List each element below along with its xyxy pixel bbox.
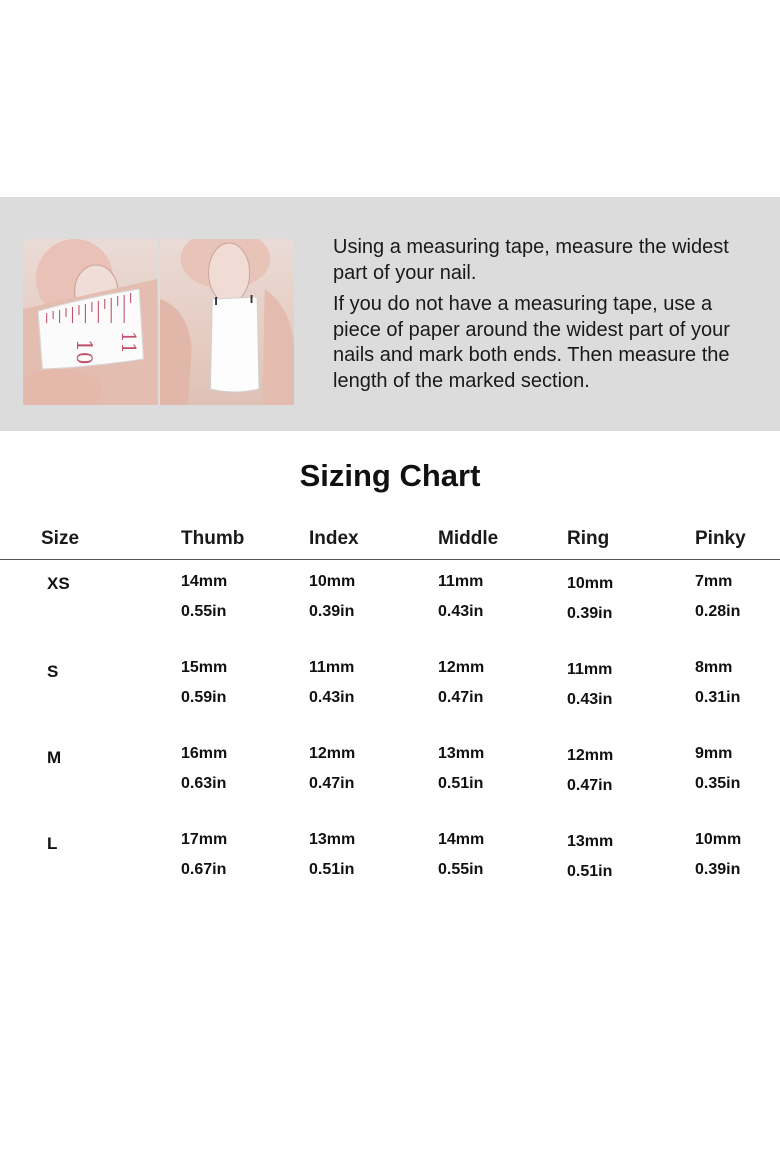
- mm-value: 8mm: [695, 659, 733, 676]
- in-value: 0.47in: [309, 775, 355, 792]
- cell-ring: [567, 569, 613, 629]
- in-value: 0.51in: [309, 861, 355, 878]
- in-value: 0.55in: [438, 861, 484, 878]
- sizing-table-header: [0, 528, 780, 560]
- cell-ring: [567, 827, 613, 887]
- in-value: 0.39in: [567, 605, 613, 622]
- cell-middle: [438, 567, 483, 627]
- table-row-s: [0, 659, 780, 745]
- in-value: 0.63in: [181, 775, 227, 792]
- cell-ring: [567, 741, 613, 801]
- mm-value: 7mm: [695, 573, 733, 590]
- mm-value: 10mm: [309, 573, 356, 590]
- instruction-paper: If you do not have a measuring tape, use a piece of paper around the widest part of your nails and mark both ends. Then measure the length of the marked section.: [333, 293, 730, 392]
- cell-index: [309, 825, 355, 885]
- in-value: 0.67in: [181, 861, 227, 878]
- header-pinky: Pinky: [695, 528, 746, 549]
- cell-middle: [438, 653, 484, 713]
- size-label: XS: [47, 574, 70, 593]
- sizing-chart-title: Sizing Chart: [299, 458, 481, 493]
- mm-value: 9mm: [695, 745, 733, 762]
- size-label: L: [47, 834, 58, 853]
- table-row-l: [0, 831, 780, 917]
- mm-value: 11mm: [567, 661, 613, 678]
- mm-value: 11mm: [309, 659, 355, 676]
- in-value: 0.35in: [695, 775, 741, 792]
- mm-value: 12mm: [309, 745, 356, 762]
- in-value: 0.39in: [695, 861, 741, 878]
- mm-value: 16mm: [181, 745, 228, 762]
- instruction-tape: Using a measuring tape, measure the widest part of your nail.: [333, 236, 729, 284]
- mm-value: 14mm: [438, 831, 485, 848]
- mm-value: 10mm: [695, 831, 742, 848]
- in-value: 0.59in: [181, 689, 227, 706]
- in-value: 0.47in: [438, 689, 484, 706]
- in-value: 0.43in: [309, 689, 355, 706]
- mm-value: 12mm: [567, 747, 614, 764]
- in-value: 0.31in: [695, 689, 741, 706]
- in-value: 0.51in: [438, 775, 484, 792]
- measuring-tape-illustration: [23, 239, 158, 405]
- in-value: 0.43in: [438, 603, 484, 620]
- header-ring: Ring: [567, 528, 610, 549]
- paper-strip-photo: [160, 239, 295, 405]
- measuring-instructions-panel: [0, 197, 780, 431]
- cell-middle: [438, 825, 484, 885]
- mm-value: 12mm: [438, 659, 485, 676]
- in-value: 0.55in: [181, 603, 227, 620]
- in-value: 0.51in: [567, 863, 613, 880]
- table-row-m: [0, 745, 780, 831]
- size-label: M: [47, 748, 62, 767]
- header-size: Size: [41, 528, 80, 549]
- cell-ring: [567, 655, 612, 715]
- size-label: S: [47, 662, 59, 681]
- mm-value: 13mm: [567, 833, 614, 850]
- mm-value: 13mm: [309, 831, 356, 848]
- cell-pinky: [695, 825, 741, 885]
- cell-index: [309, 739, 355, 799]
- mm-value: 15mm: [181, 659, 228, 676]
- mm-value: 13mm: [438, 745, 485, 762]
- header-thumb: Thumb: [181, 528, 245, 549]
- cell-index: [309, 653, 354, 713]
- instructions-text: [333, 235, 763, 400]
- cell-thumb: [181, 653, 227, 713]
- in-value: 0.47in: [567, 777, 613, 794]
- tape-number-10: 10: [71, 339, 97, 365]
- header-index: Index: [309, 528, 359, 549]
- measuring-tape-photo: [23, 239, 158, 405]
- mm-value: 14mm: [181, 573, 228, 590]
- cell-pinky: [695, 653, 740, 713]
- mm-value: 17mm: [181, 831, 228, 848]
- in-value: 0.43in: [567, 691, 613, 708]
- in-value: 0.28in: [695, 603, 741, 620]
- cell-thumb: [181, 567, 227, 627]
- table-row-xs: [0, 573, 780, 659]
- cell-thumb: [181, 825, 227, 885]
- cell-thumb: [181, 739, 227, 799]
- cell-index: [309, 567, 355, 627]
- cell-pinky: [695, 739, 740, 799]
- tape-number-11: 11: [116, 331, 139, 354]
- mm-value: 10mm: [567, 575, 614, 592]
- cell-pinky: [695, 567, 740, 627]
- in-value: 0.39in: [309, 603, 355, 620]
- measuring-photos: [23, 239, 294, 405]
- paper-strip-illustration: [160, 239, 295, 405]
- cell-middle: [438, 739, 484, 799]
- header-middle: Middle: [438, 528, 499, 549]
- mm-value: 11mm: [438, 573, 484, 590]
